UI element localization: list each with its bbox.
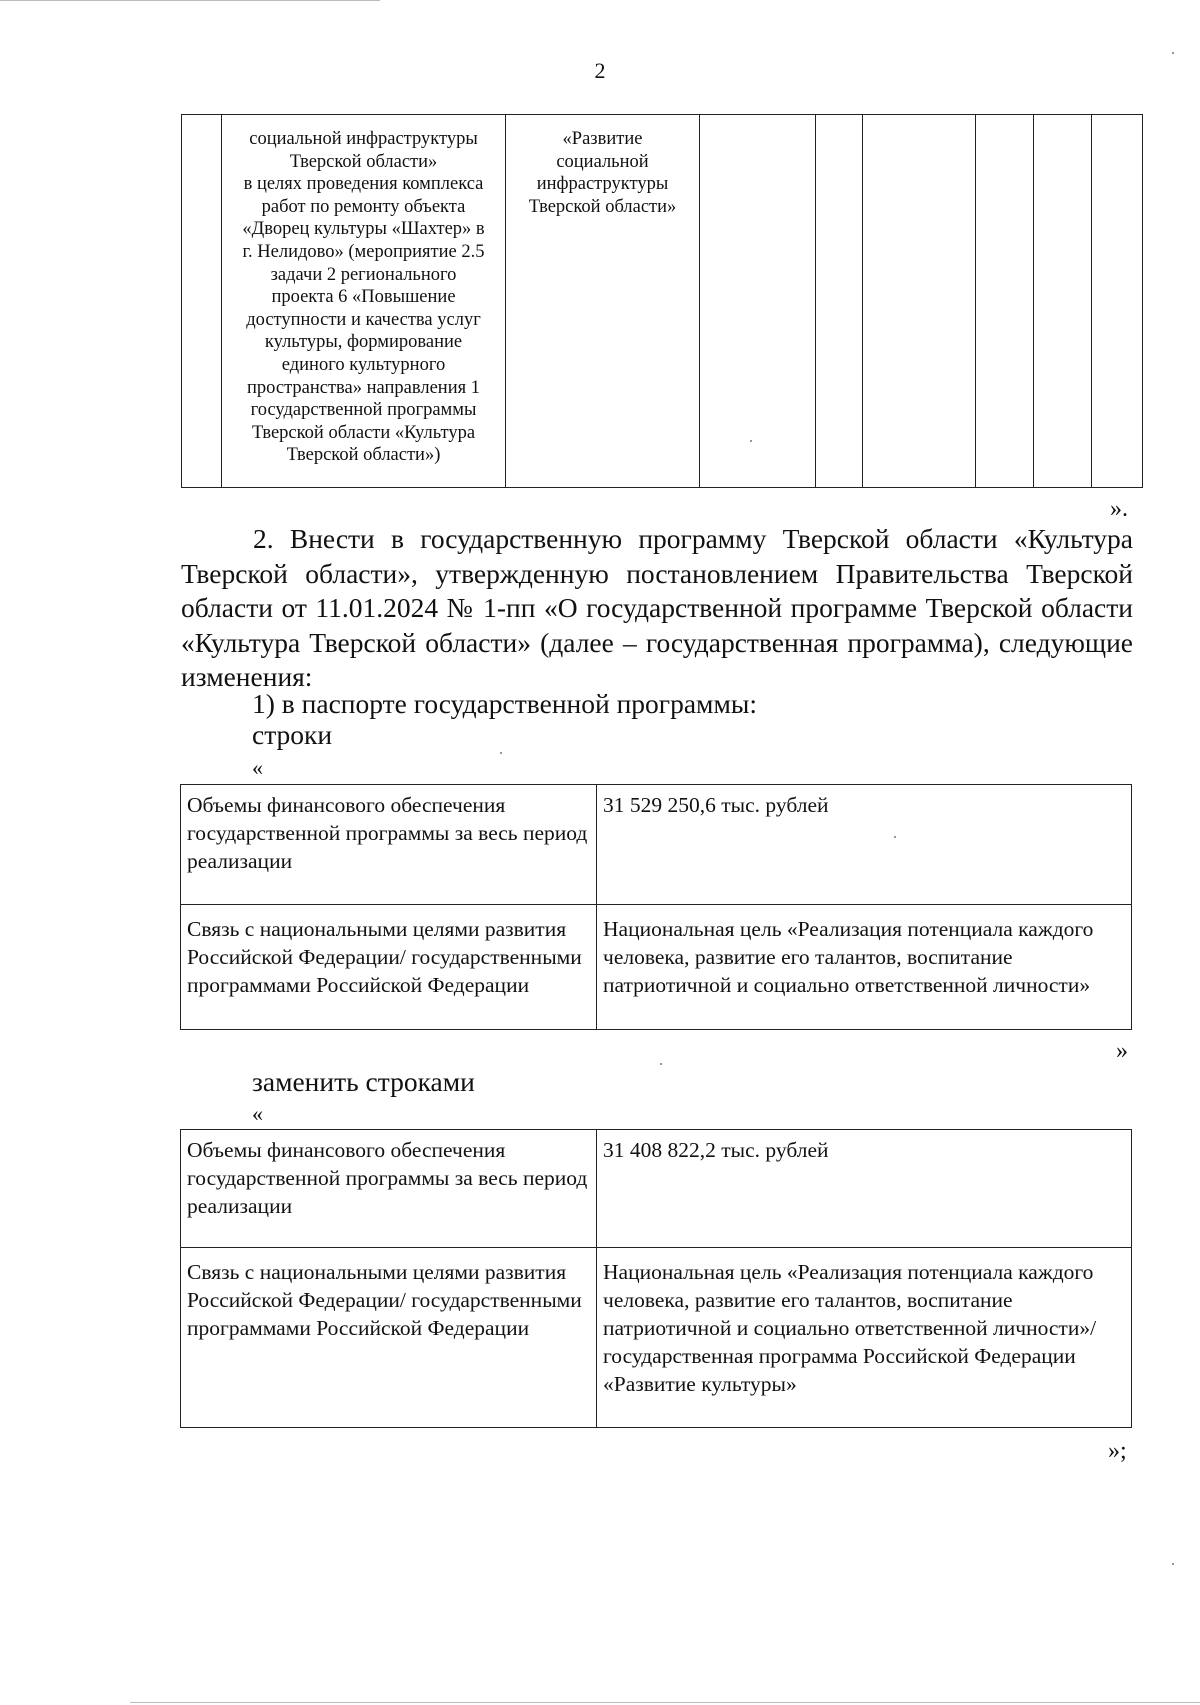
amendment-paragraph-text: 2. Внести в государственную программу Тверской области «Культура Тверской области», утвержденную постановлением Правительства Тверской области от 11.01.2024 № 1-пп «О государственной программе Тверской области «Культура Тверской области» (далее – государственная программа), следующие изменения: [181,523,1133,693]
top-table-cell-5 [863,115,976,488]
object-line: пространства» направления 1 [247,377,480,398]
old-row1-value: 31 529 250,6 тыс. рублей [597,785,1132,905]
top-table-cell-7 [1034,115,1092,488]
replace-word: заменить строками [252,1066,475,1097]
open-quote-old: « [252,755,263,780]
top-table-cell-6 [976,115,1034,488]
object-line: единого культурного [281,354,446,375]
object-line: работ по ремонту объекта [261,196,466,217]
top-table [181,114,1143,488]
object-line: Тверской области» [289,151,438,172]
scan-artifact-bottom [130,1702,1200,1703]
top-table-cell-object [222,115,506,488]
new-row2-value: Национальная цель «Реализация потенциала каждого человека, развитие его талантов, воспитание патриотичной и социально ответственной личности»/государственная программа Российской Федерации «Развитие культуры» [597,1248,1132,1428]
object-line: проекта 6 «Повышение [271,287,456,308]
scan-artifact-top [0,0,380,1]
object-line: задачи 2 регионального [270,264,457,285]
program-line: инфраструктуры [536,174,669,195]
new-rows-table [180,1129,1132,1428]
scan-speck [500,752,502,754]
object-line: Тверской области») [286,445,441,466]
program-line: «Развитие [562,129,643,149]
object-line: доступности и качества услуг [246,309,481,330]
scan-speck [1172,52,1174,54]
top-table-cell-3 [700,115,816,488]
program-line: социальной [556,151,649,172]
scan-speck [1172,1563,1174,1565]
page-number: 2 [594,58,606,83]
scan-speck [660,1063,662,1065]
old-row1-label: Объемы финансового обеспечения государственной программы за весь период реализации [181,785,597,905]
old-row2-value: Национальная цель «Реализация потенциала каждого человека, развитие его талантов, воспитание патриотичной и социально ответственной личности» [597,905,1132,1030]
new-row1-value: 31 408 822,2 тыс. рублей [597,1130,1132,1248]
item-1-heading: 1) в паспорте государственной программы: [252,688,757,719]
scan-speck [750,440,752,442]
top-table-cell-8 [1092,115,1143,488]
old-rows-table [180,784,1132,1030]
object-line: культуры, формирование [264,332,463,353]
object-description [222,115,505,467]
object-line: Тверской области «Культура [251,422,476,443]
old-rows-closing-mark: » [1116,1038,1128,1064]
object-line: в целях проведения комплекса [243,174,484,195]
program-line: Тверской области» [528,196,677,217]
new-row1-label: Объемы финансового обеспечения государственной программы за весь период реализации [181,1130,597,1248]
object-line: «Дворец культуры «Шахтер» в [242,219,485,240]
object-line: г. Нелидово» (мероприятие 2.5 [242,241,485,262]
old-row2-label: Связь с национальными целями развития Российской Федерации/ государственными программами Российской Федерации [181,905,597,1030]
rows-word: строки [252,719,333,750]
open-quote-new: « [252,1101,263,1126]
top-table-cell-0 [182,115,222,488]
amendment-paragraph [181,522,1133,695]
new-row2-label: Связь с национальными целями развития Российской Федерации/ государственными программами Российской Федерации [181,1248,597,1428]
object-line: государственной программы [250,400,477,421]
top-table-closing-mark: ». [1110,496,1128,522]
new-rows-closing-mark: »; [1108,1438,1127,1464]
program-description [506,115,699,218]
object-line: социальной инфраструктуры [249,129,478,149]
top-table-cell-4 [816,115,863,488]
top-table-cell-program [506,115,700,488]
scan-speck [894,836,896,838]
